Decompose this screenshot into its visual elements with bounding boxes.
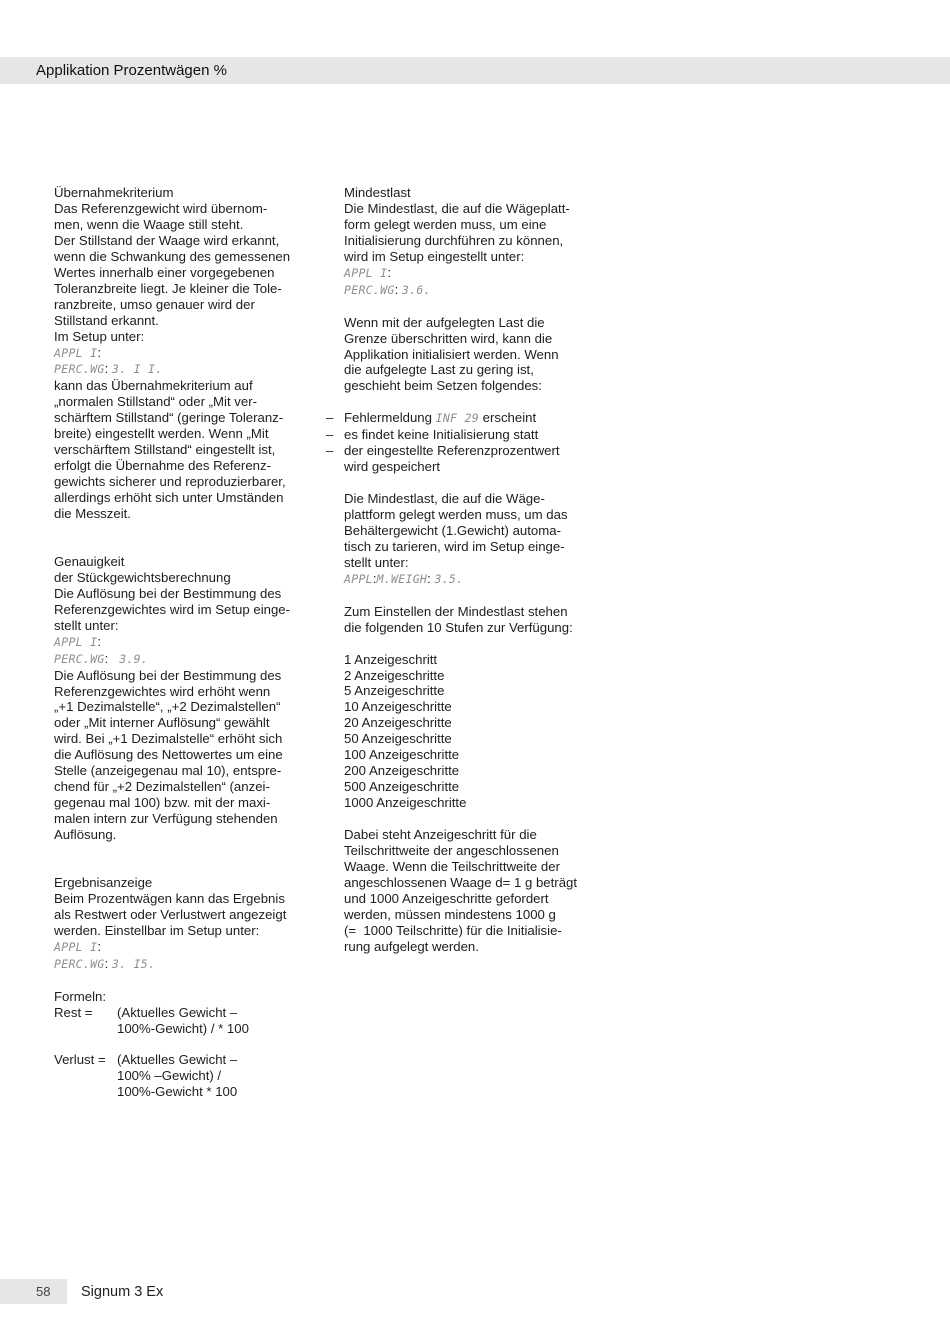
list-item: [326, 427, 584, 443]
code-separator: :: [387, 264, 392, 280]
setup-code-line: [344, 571, 584, 588]
text-line: Initialisierung durchführen zu können,: [344, 232, 564, 248]
display-code: INF 29: [435, 411, 479, 426]
text-line: wird. Bei „+1 Dezimalstelle“ erhöht sich: [54, 731, 283, 747]
section-mindestlast: [344, 185, 584, 299]
list-item: 1 Anzeigeschritt: [344, 651, 438, 667]
paragraph: [344, 827, 584, 955]
text-line: oder „Mit interner Auflösung“ gewählt: [54, 715, 270, 731]
display-code: PERC.WG: [54, 956, 105, 971]
text-line: werden, müssen mindestens 1000 g: [344, 906, 556, 922]
text-line: Behältergewicht (1.Gewicht) automa-: [344, 522, 561, 538]
formula-expression: [117, 1052, 237, 1100]
list-item: [326, 443, 584, 459]
text-line: Der Stillstand der Waage wird erkannt,: [54, 232, 280, 248]
code-separator: :: [372, 570, 377, 586]
text-line: Die Mindestlast, die auf die Wäge-: [344, 491, 545, 507]
dash-bullet: –: [326, 443, 334, 459]
display-code-value: 3.9.: [119, 651, 149, 666]
display-code: APPL I: [344, 265, 388, 280]
text-line: gegenau mal 100) bzw. mit der maxi-: [54, 795, 271, 811]
section-uebernahmekriterium: [54, 185, 294, 522]
text-line: Die Mindestlast, die auf die Wägeplatt-: [344, 200, 570, 216]
code-separator: :: [104, 955, 112, 971]
display-code-value: 3. I5.: [111, 956, 156, 971]
text-line: werden. Einstellbar im Setup unter:: [54, 922, 260, 938]
dash-bullet: –: [326, 410, 334, 426]
section-heading: Genauigkeit: [54, 553, 125, 569]
code-separator: :: [427, 570, 435, 586]
text-line: malen intern zur Verfügung stehenden: [54, 811, 278, 827]
page-number: 58: [36, 1284, 51, 1299]
text-line: der Stückgewichtsberechnung: [54, 569, 231, 585]
text-line: Wertes innerhalb einer vorgegebenen: [54, 264, 275, 280]
text-line: ranzbreite, umso genauer wird der: [54, 296, 255, 312]
formula-verlust: [54, 1052, 294, 1100]
text-line: die Auflösung des Nettowertes um eine: [54, 747, 283, 763]
formula-line: (Aktuelles Gewicht –: [117, 1052, 238, 1068]
text-line: allerdings erhöht sich unter Umständen: [54, 490, 284, 506]
text-line: „+1 Dezimalstelle“, „+2 Dezimalstellen“: [54, 699, 281, 715]
text-line: breite) eingestellt werden. Wenn „Mit: [54, 426, 269, 442]
display-code: PERC.WG: [54, 651, 105, 666]
section-ergebnisanzeige: [54, 875, 294, 973]
text-line: und 1000 Anzeigeschritte gefordert: [344, 890, 549, 906]
code-separator: :: [97, 344, 102, 360]
text-line: Beim Prozentwägen kann das Ergebnis: [54, 890, 285, 906]
paragraph: [344, 315, 584, 395]
text-line: rung aufgelegt werden.: [344, 938, 479, 954]
list-item: 5 Anzeigeschritte: [344, 683, 445, 699]
text-line: Im Setup unter:: [54, 328, 145, 344]
display-code-value: 3.6.: [401, 282, 431, 297]
setup-code-line: [54, 634, 294, 651]
text-line: erfolgt die Übernahme des Referenz-: [54, 458, 271, 474]
code-separator: :: [394, 281, 402, 297]
item-text: der eingestellte Referenzprozentwert: [344, 443, 560, 459]
display-code: M.WEIGH: [376, 571, 428, 586]
text-line: gewichts sicherer und reproduzierbarer,: [54, 474, 286, 490]
setup-code-line: [344, 282, 584, 299]
text-line: wird im Setup eingestellt unter:: [344, 248, 525, 264]
text-line: die aufgelegte Last zu gering ist,: [344, 362, 534, 378]
setup-code-line: [344, 265, 584, 282]
text-line: wenn die Schwankung des gemessenen: [54, 248, 291, 264]
text-line: Die Auflösung bei der Bestimmung des: [54, 585, 282, 601]
dash-bullet: –: [326, 427, 334, 443]
formula-line: 100% –Gewicht) /: [117, 1068, 222, 1084]
list-item: 10 Anzeigeschritte: [344, 699, 452, 715]
page-number-box: [0, 1279, 67, 1304]
code-separator: :: [97, 938, 102, 954]
display-code: APPL I: [54, 939, 98, 954]
setup-code-line: [54, 361, 294, 378]
text-line: (= 1000 Teilschritte) für die Initialisie-: [344, 922, 562, 938]
footer-title: Signum 3 Ex: [81, 1284, 164, 1300]
paragraph: [54, 201, 294, 345]
code-separator: :: [97, 633, 102, 649]
spacer: [344, 299, 584, 315]
list-item: 100 Anzeigeschritte: [344, 747, 460, 763]
display-code-value: 3.5.: [434, 571, 464, 586]
list-item: 500 Anzeigeschritte: [344, 779, 460, 795]
formula-term: Verlust =: [54, 1052, 106, 1068]
setup-code-line: [54, 651, 294, 668]
spacer: [54, 522, 294, 554]
text-line: verschärftem Stillstand“ eingestellt ist,: [54, 442, 276, 458]
list-item: [326, 410, 584, 427]
text-line: men, wenn die Waage still steht.: [54, 216, 244, 232]
display-code: PERC.WG: [344, 282, 395, 297]
spacer: [344, 811, 584, 827]
list-item: 2 Anzeigeschritte: [344, 667, 445, 683]
formula-line: 100%-Gewicht * 100: [117, 1084, 238, 1100]
spacer: [54, 1036, 294, 1052]
dash-list: [326, 410, 584, 475]
page-header-title: Applikation Prozentwägen %: [36, 62, 227, 79]
paragraph: [344, 491, 584, 588]
spacer: [344, 394, 584, 410]
text-line: Teilschrittweite der angeschlossenen: [344, 842, 559, 858]
display-code: APPL I: [54, 345, 98, 360]
text-line: Referenzgewichtes wird erhöht wenn: [54, 683, 271, 699]
formula-rest: [54, 1005, 294, 1037]
paragraph: [54, 378, 294, 522]
text-line: stellt unter:: [54, 617, 119, 633]
setup-code-line: [54, 345, 294, 362]
text-line: „normalen Stillstand“ oder „Mit ver-: [54, 394, 258, 410]
spacer: [344, 588, 584, 604]
list-item-continuation: [344, 459, 584, 475]
text-line: Stillstand erkannt.: [54, 312, 159, 328]
text-line: die folgenden 10 Stufen zur Verfügung:: [344, 619, 573, 635]
code-separator: :: [104, 361, 112, 377]
text-line: Waage. Wenn die Teilschrittweite der: [344, 858, 560, 874]
right-column: [326, 185, 584, 955]
text-line: Auflösung.: [54, 827, 117, 843]
display-code: APPL I: [54, 634, 98, 649]
formulas-heading: Formeln:: [54, 988, 107, 1004]
steps-list: [344, 652, 584, 812]
text-line: schärftem Stillstand“ (geringe Toleranz-: [54, 410, 284, 426]
display-code-value: 3. I I.: [111, 362, 163, 377]
text-line: kann das Übernahmekriterium auf: [54, 378, 253, 394]
section-genauigkeit: [54, 554, 294, 843]
text-line: angeschlossenen Waage d= 1 g beträgt: [344, 874, 578, 890]
text-line: Applikation initialisiert werden. Wenn: [344, 346, 559, 362]
formula-line: (Aktuelles Gewicht –: [117, 1004, 238, 1020]
text-line: Toleranzbreite liegt. Je kleiner die Tole-: [54, 280, 282, 296]
formula-term: Rest =: [54, 1004, 93, 1020]
spacer: [344, 636, 584, 652]
left-column: [54, 185, 294, 1100]
display-code: APPL: [344, 571, 373, 586]
section-heading: Mindestlast: [344, 185, 411, 200]
text-line: Zum Einstellen der Mindestlast stehen: [344, 603, 568, 619]
text-line: Dabei steht Anzeigeschritt für die: [344, 827, 537, 843]
formulas-block: [54, 989, 294, 1101]
section-heading: Ergebnisanzeige: [54, 874, 153, 890]
code-separator: :: [104, 650, 120, 666]
formula-line: 100%-Gewicht) / * 100: [117, 1020, 249, 1036]
display-code: PERC.WG: [54, 362, 105, 377]
text-line: Stelle (anzeigegenau mal 10), entspre-: [54, 763, 282, 779]
spacer: [344, 475, 584, 491]
item-text: Fehlermeldung: [344, 410, 436, 426]
list-item: 200 Anzeigeschritte: [344, 763, 460, 779]
text-line: Das Referenzgewicht wird übernom-: [54, 200, 268, 216]
section-heading: Übernahmekriterium: [54, 185, 174, 200]
text-line: form gelegt werden muss, um eine: [344, 216, 547, 232]
text-line: plattform gelegt werden muss, um das: [344, 507, 568, 523]
spacer: [54, 843, 294, 875]
text-line: tisch zu tarieren, wird im Setup einge-: [344, 538, 565, 554]
list-item: 20 Anzeigeschritte: [344, 715, 452, 731]
spacer: [54, 973, 294, 989]
text-line: Referenzgewichtes wird im Setup einge-: [54, 601, 291, 617]
setup-code-line: [54, 939, 294, 956]
list-item: 1000 Anzeigeschritte: [344, 795, 467, 811]
formula-expression: [117, 1005, 249, 1037]
text-line: chend für „+2 Dezimalstellen“ (anzei-: [54, 779, 270, 795]
paragraph: [344, 604, 584, 636]
item-text: es findet keine Initialisierung statt: [344, 427, 539, 443]
item-text: erscheint: [478, 410, 537, 426]
item-text: wird gespeichert: [344, 459, 441, 475]
text-line: Wenn mit der aufgelegten Last die: [344, 314, 545, 330]
text-line: geschieht beim Setzen folgendes:: [344, 378, 542, 394]
list-item: 50 Anzeigeschritte: [344, 731, 452, 747]
setup-code-line: [54, 956, 294, 973]
text-line: die Messzeit.: [54, 506, 131, 522]
text-line: stellt unter:: [344, 554, 409, 570]
header-bar: [0, 57, 950, 84]
text-line: als Restwert oder Verlustwert angezeigt: [54, 906, 287, 922]
text-line: Die Auflösung bei der Bestimmung des: [54, 667, 282, 683]
text-line: Grenze überschritten wird, kann die: [344, 330, 553, 346]
